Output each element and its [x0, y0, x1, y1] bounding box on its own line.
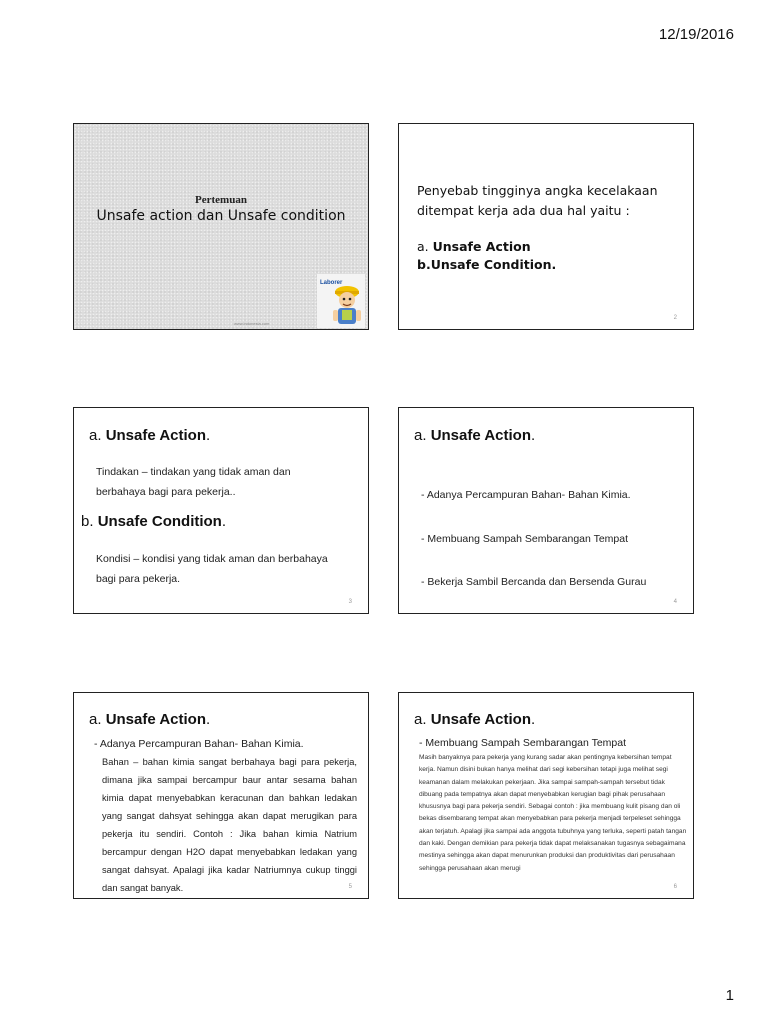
explanation-paragraph: Bahan – bahan kimia sangat berbahaya bagi para pekerja, dimana jika sampai bercampur baur antar sesama bahan kimia dapat menyebabkan keracunan dan bahkan ledakan yang sangat dahsyat sehingga akan dapat merugikan para pekerja itu sendiri. Contoh : Jika bahan kimia Natrium bercampur dengan H2O dapat menyebabkan ledakan yang sangat dahsyat. Apalagi jika kadar Natriumnya cukup tinggi dan sangat banyak. [102, 757, 357, 893]
slide-subtitle: Pertemuan [195, 194, 247, 206]
heading-prefix: a. [414, 711, 431, 728]
slide-1-thumbnail [73, 123, 369, 330]
heading-suffix: . [205, 711, 211, 728]
option-b: b.Unsafe Condition. [417, 257, 557, 272]
list-item: - Bekerja Sambil Bercanda dan Bersenda Gurau [421, 576, 647, 588]
heading-unsafe-action [414, 427, 535, 444]
slide-2-thumbnail [398, 123, 694, 330]
heading-unsafe-condition [81, 513, 226, 530]
heading-label: Unsafe Action [105, 711, 206, 728]
explanation-paragraph: Masih banyaknya para pekerja yang kurang sadar akan pentingnya kebersihan tempat kerja. Namun disini bukan hanya melihat dari segi kebersihan tetapi juga melihat segi keamanan dalam melakukan pekerjaan. Jika sampai sampah-sampah tersebut tidak dibuang pada tempatnya akan dapat menyebabkan kerugian bagi pihak perusahaan khususnya bagi para pekerja sendiri. Sebagai contoh : jika membuang kulit pisang dan oli bekas disembarang tempat akan menyebabkan para pekerja menjadi terpeleset sehingga akan terjatuh. Apalagi jika sampai ada anggota tubuhnya yang terluka, seperti patah tangan dan kaki. Dengan demikian para pekerja tidak dapat melaksanakan tugasnya sebagaimana mestinya sehingga akan dapat menurunkan produksi dan produktivitas dari perusahaan sehingga perusahaan akan merugi [419, 754, 687, 872]
slide-3-thumbnail [73, 407, 369, 614]
heading-prefix: b. [81, 513, 98, 530]
slide-number: 3 [348, 599, 352, 605]
unsafe-action-list [421, 462, 646, 614]
slide-footer-text: www.indonesia.com [234, 321, 270, 326]
slide-number: 6 [673, 884, 677, 890]
page-number: 1 [725, 987, 734, 1004]
heading-unsafe-action [414, 711, 535, 728]
print-date: 12/19/2016 [658, 26, 734, 43]
slide-4-thumbnail [398, 407, 694, 614]
heading-label: Unsafe Action [430, 711, 531, 728]
heading-prefix: a. [414, 427, 431, 444]
option-a-prefix: a. [417, 239, 433, 254]
slide-number: 2 [673, 315, 677, 321]
heading-suffix: . [205, 427, 211, 444]
heading-suffix: . [221, 513, 227, 530]
heading-prefix: a. [89, 711, 106, 728]
slide-6-thumbnail [398, 692, 694, 899]
slide-title: Unsafe action dan Unsafe condition [96, 208, 346, 224]
definition-unsafe-condition: Kondisi – kondisi yang tidak aman dan berbahaya bagi para pekerja. [96, 553, 328, 585]
option-a [417, 238, 531, 256]
sub-point: - Adanya Percampuran Bahan- Bahan Kimia. [94, 738, 304, 750]
sub-point: - Membuang Sampah Sembarangan Tempat [419, 737, 627, 749]
heading-unsafe-action [89, 711, 210, 728]
heading-label: Unsafe Condition [97, 513, 222, 530]
heading-label: Unsafe Action [430, 427, 531, 444]
list-item: - Adanya Percampuran Bahan- Bahan Kimia. [421, 489, 631, 501]
heading-label: Unsafe Action [105, 427, 206, 444]
construction-worker-icon [317, 274, 365, 328]
option-a-label: Unsafe Action [432, 239, 531, 254]
heading-prefix: a. [89, 427, 106, 444]
heading-unsafe-action [89, 427, 210, 444]
list-item: - Membuang Sampah Sembarangan Tempat [421, 532, 629, 545]
heading-suffix: . [530, 711, 536, 728]
slide-number: 4 [673, 599, 677, 605]
slide-number: 5 [348, 884, 352, 890]
slide-5-thumbnail [73, 692, 369, 899]
mascot-label: Laborer [320, 280, 343, 286]
definition-unsafe-action: Tindakan – tindakan yang tidak aman dan berbahaya bagi para pekerja.. [96, 466, 291, 498]
slide-intro-text: Penyebab tingginya angka kecelakaan ditempat kerja ada dua hal yaitu : [417, 183, 658, 218]
heading-suffix: . [530, 427, 536, 444]
